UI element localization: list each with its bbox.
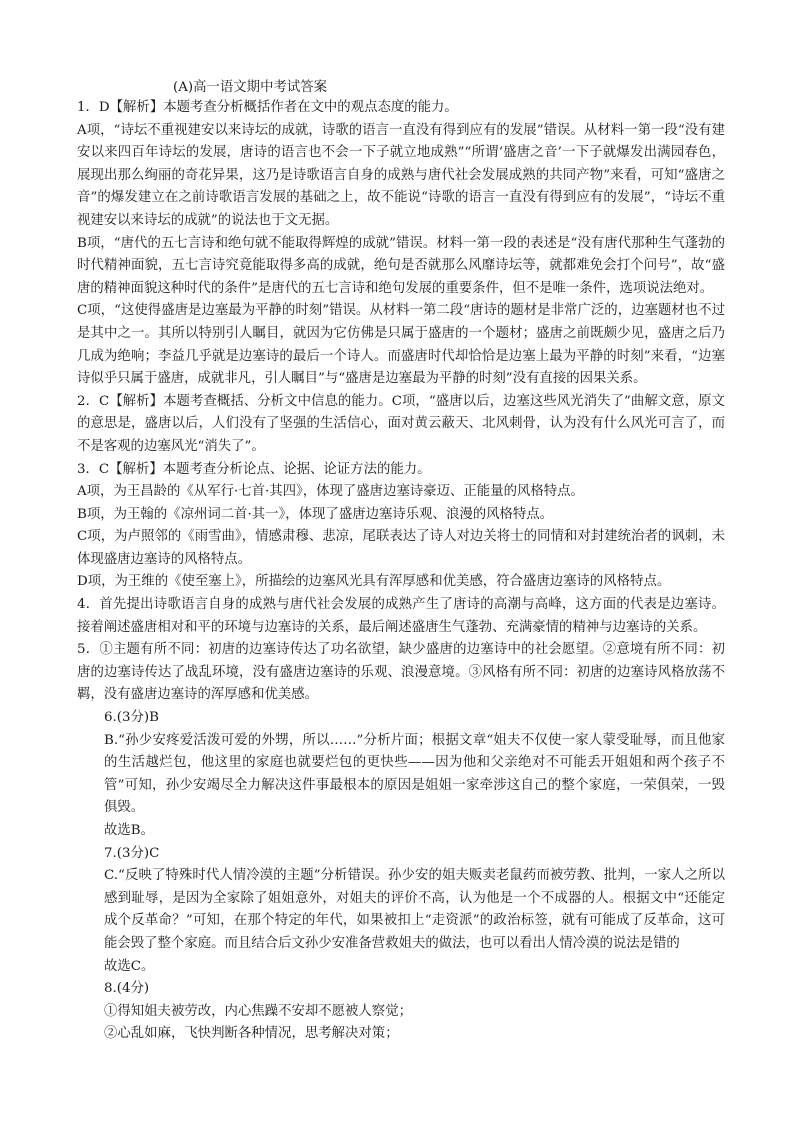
document-body (77, 97, 725, 1046)
paragraph: C.“反映了特殊时代人情冷漠的主题”分析错误。孙少安的姐夫贩卖老鼠药而被劳教、批判，一家人之所以感到耻辱，是因为全家除了姐姐意外，对姐夫的评价不高，认为他是一个不成器的人。根据文中“还能定成个反革命？”可知，在那个特定的年代，如果被扣上“走资派”的政治标签，就有可能成了反革命，这可能会毁了整个家庭。而且结合后文孙少安准备营救姐夫的做法，也可以看出人情冷漠的说法是错的 (104, 868, 725, 951)
paragraph: ②心乱如麻，飞快判断各种情况，思考解决对策； (104, 1026, 399, 1042)
paragraph: 2．C【解析】本题考查概括、分析文中信息的能力。C项，“盛唐以后，边塞这些风光消失了”曲解文意，原文的意思是，盛唐以后，人们没有了坚强的生活信心，面对黄云蔽天、北风刺骨，认为没有什么风光可言了，而不是客观的边塞风光“消失了”。 (77, 393, 725, 454)
paragraph: 7.(3分)C (104, 845, 160, 861)
paragraph: B.“孙少安疼爱活泼可爱的外甥，所以……”分析片面；根据文章“姐夫不仅使一家人蒙受耻辱，而且他家的生活越烂包，他这里的家庭也就要烂包的更快些——因为他和父亲绝对不可能丢开姐姐和两个孩子不管”可知，孙少安竭尽全力解决这件事最根本的原因是姐姐一家牵涉这自己的整个家庭，一荣俱荣，一毁俱毁。 (104, 732, 725, 816)
document-title: (A)高一语文期中考试答案 (173, 80, 328, 95)
paragraph: D项，为王维的《使至塞上》，所描绘的边塞风光具有浑厚感和优美感，符合盛唐边塞诗的风格特点。 (77, 574, 671, 590)
paragraph: 6.(3分)B (104, 710, 159, 726)
paragraph: 5．①主题有所不同：初唐的边塞诗传达了功名欲望，缺少盛唐的边塞诗中的社会愿望。②意境有所不同：初唐的边塞诗传达了战乱环境，没有盛唐边塞诗的乐观、浪漫意境。③风格有所不同：初唐的边塞诗风格放荡不羁，没有盛唐边塞诗的浑厚感和优美感。 (77, 642, 725, 703)
paragraph: 1．D【解析】本题考查分析概括作者在文中的观点态度的能力。 (77, 100, 458, 115)
paragraph: A项，为王昌龄的《从军行·七首·其四》，体现了盛唐边塞诗豪迈、正能量的风格特点。 (77, 484, 584, 500)
paragraph: 4．首先提出诗歌语言自身的成熟与唐代社会发展的成熟产生了唐诗的高潮与高峰，这方面的代表是边塞诗。接着阐述盛唐相对和平的环境与边塞诗的关系，最后阐述盛唐生气蓬勃、充满豪情的精神与边塞诗的关系。 (77, 597, 725, 635)
paragraph: B项，“唐代的五七言诗和绝句就不能取得辉煌的成就”错误。材料一第一段的表述是“没有唐代那种生气蓬勃的时代精神面貌，五七言诗究竟能取得多高的成就，绝句是否就那么风靡诗坛等，就都难免会打个问号”，故“盛唐的精神面貌这种时代的条件”是唐代的五七言诗和绝句发展的重要条件，但不是唯一条件，选项说法绝对。 (77, 235, 725, 296)
paragraph: C项，“这使得盛唐是边塞最为平静的时刻”错误。从材料一第二段“唐诗的题材是非常广泛的，边塞题材也不过是其中之一。其所以特别引人瞩目，就因为它仿佛是只属于盛唐的一个题材；盛唐之前既颇少见，盛唐之后乃几成为绝响；李益几乎就是边塞诗的最后一个诗人。而盛唐时代却恰恰是边塞上最为平静的时刻”来看，“边塞诗似乎只属于盛唐，成就非凡，引人瞩目”与“盛唐是边塞最为平静的时刻”没有直接的因果关系。 (77, 303, 725, 387)
paragraph: 3．C【解析】本题考查分析论点、论据、论证方法的能力。 (77, 461, 431, 477)
paragraph: 8.(4分) (104, 981, 150, 997)
paragraph: A项，“诗坛不重视建安以来诗坛的成就，诗歌的语言一直没有得到应有的发展”错误。从材料一第一段“没有建安以来四百年诗坛的发展，唐诗的语言也不会一下子就立地成熟”“所谓‘盛唐之音’一下子就爆发出满园春色，展现出那么绚丽的奇花异果，这乃是诗歌语言自身的成熟与唐代社会发展成熟的共同产物”来看，可知“盛唐之音”的爆发建立在之前诗歌语言发展的基础之上，故不能说“诗歌的语言一直没有得到应有的发展”，“诗坛不重视建安以来诗坛的成就”的说法也于文无据。 (77, 122, 725, 228)
paragraph: B项，为王翰的《凉州词二首·其一》，体现了盛唐边塞诗乐观、浪漫的风格特点。 (77, 506, 554, 522)
paragraph: 故选B。 (104, 823, 155, 838)
paragraph: 故选C。 (104, 958, 155, 974)
paragraph: C项，为卢照邻的《雨雪曲》，情感肃穆、悲凉，尾联表达了诗人对边关将士的同情和对封建统治者的讽刺，未体现盛唐边塞诗的风格特点。 (77, 529, 725, 567)
paragraph: ①得知姐夫被劳改，内心焦躁不安却不愿被人察觉； (104, 1003, 412, 1019)
